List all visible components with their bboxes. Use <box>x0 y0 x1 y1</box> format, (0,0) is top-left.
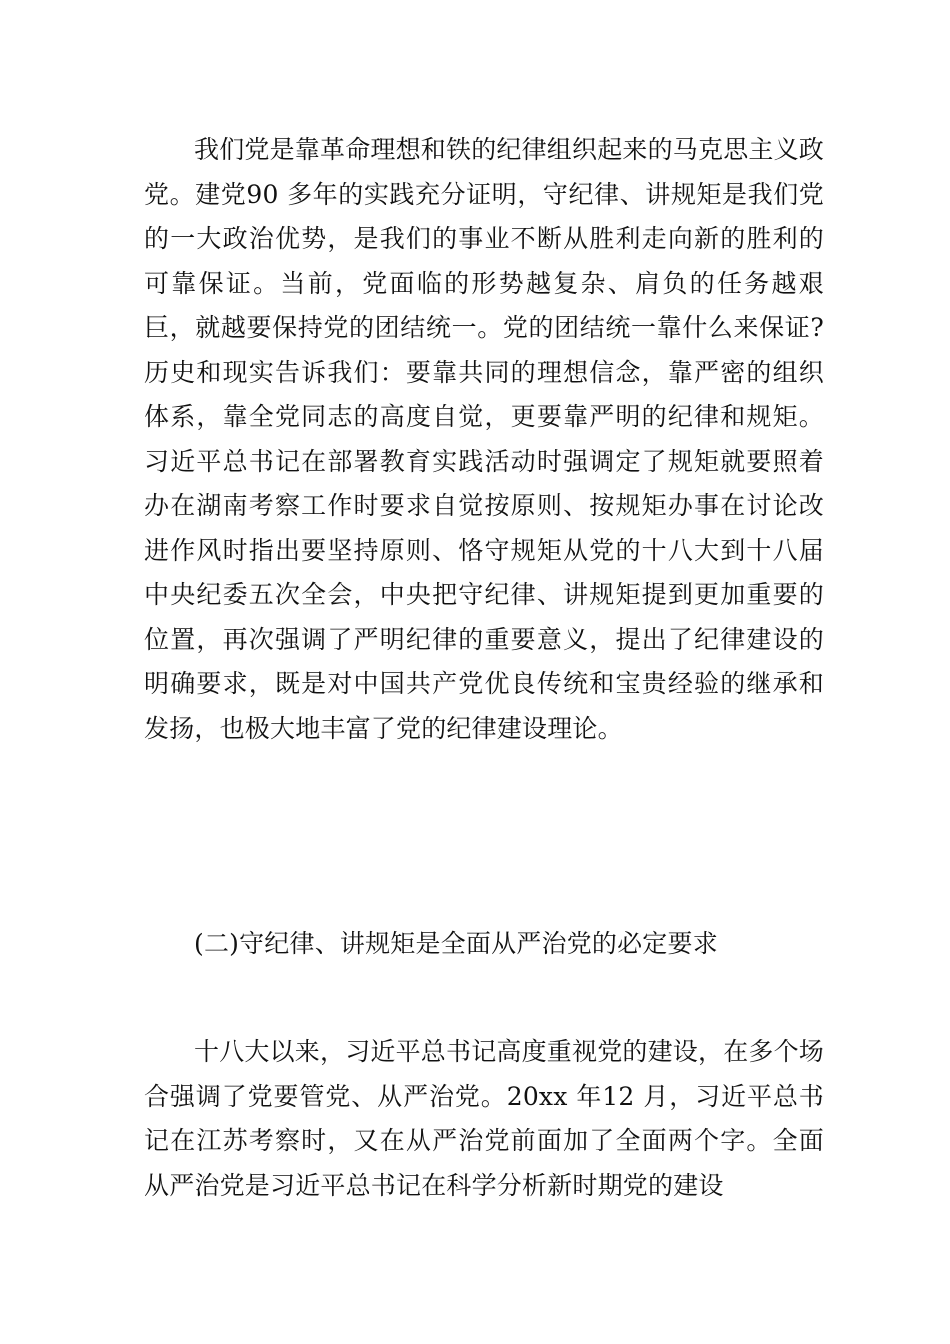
body-paragraph: 十八大以来，习近平总书记高度重视党的建设，在多个场合强调了党要管党、从严治党。20xx 年12 月，习近平总书记在江苏考察时，又在从严治党前面加了全面两个字。全面从严治党是习近平总书记在科学分析新时期党的建设 <box>144 1037 825 1200</box>
body-paragraph: 我们党是靠革命理想和铁的纪律组织起来的马克思主义政党。建党90 多年的实践充分证明，守纪律、讲规矩是我们党的一大政治优势，是我们的事业不断从胜利走向新的胜利的可靠保证。当前，党面临的形势越复杂、肩负的任务越艰巨，就越要保持党的团结统一。党的团结统一靠什么来保证?历史和现实告诉我们：要靠共同的理想信念，靠严密的组织体系，靠全党同志的高度自觉，更要靠严明的纪律和规矩。习近平总书记在部署教育实践活动时强调定了规矩就要照着办在湖南考察工作时要求自觉按原则、按规矩办事在讨论改进作风时指出要坚持原则、恪守规矩从党的十八大到十八届中央纪委五次全会，中央把守纪律、讲规矩提到更加重要的位置，再次强调了严明纪律的重要意义，提出了纪律建设的明确要求，既是对中国共产党优良传统和宝贵经验的继承和发扬，也极大地丰富了党的纪律建设理论。 <box>144 135 825 743</box>
section-heading: (二)守纪律、讲规矩是全面从严治党的必定要求 <box>194 929 718 958</box>
